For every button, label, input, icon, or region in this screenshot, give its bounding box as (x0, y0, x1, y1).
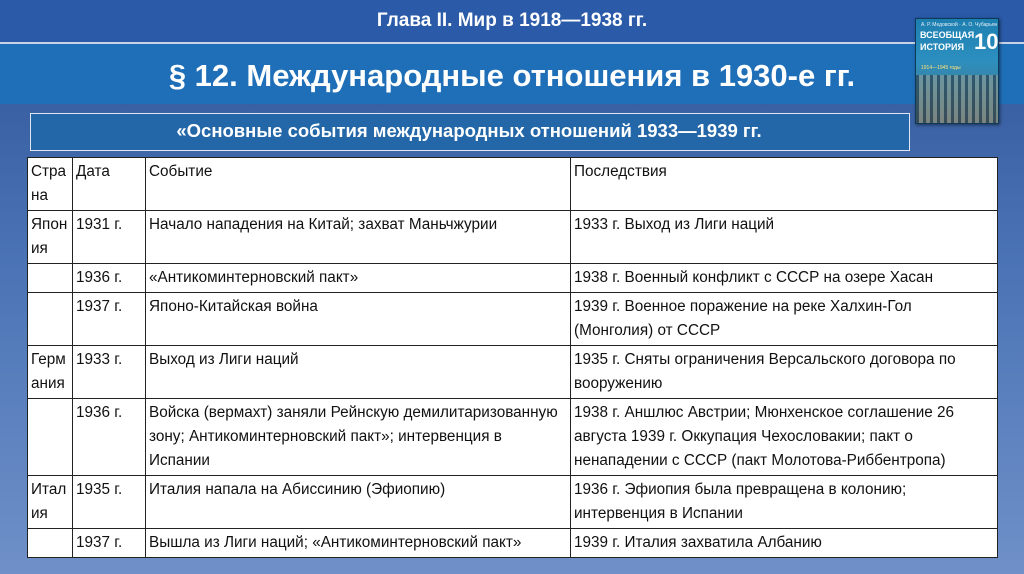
textbook-cover-image (915, 18, 999, 124)
cell-event: Начало нападения на Китай; захват Маньчжурии (146, 211, 571, 264)
table-row (28, 264, 998, 293)
chapter-title: Глава II. Мир в 1918—1938 гг. (376, 10, 648, 31)
table-subtitle: «Основные события международных отношений 1933—1939 гг. (176, 120, 762, 141)
cell-consequence: 1939 г. Италия захватила Албанию (571, 529, 998, 558)
book-authors: А. Р. Медовской · А. О. Чубарьян (921, 22, 998, 28)
table-header-row (28, 158, 998, 211)
cell-event: Вышла из Лиги наций; «Антикоминтерновский пакт» (146, 529, 571, 558)
table-row (28, 293, 998, 346)
cell-country (28, 293, 73, 346)
cell-event: Италия напала на Абиссинию (Эфиопию) (146, 476, 571, 529)
cell-country (28, 399, 73, 476)
book-years: 1914—1945 годы (921, 65, 961, 71)
cell-country: Италия (28, 476, 73, 529)
table-row (28, 211, 998, 264)
cell-event: «Антикоминтерновский пакт» (146, 264, 571, 293)
cell-country (28, 529, 73, 558)
table-row (28, 399, 998, 476)
cell-country: Германия (28, 346, 73, 399)
column-header-country: Страна (28, 158, 73, 211)
cell-date: 1937 г. (73, 293, 146, 346)
cell-consequence: 1933 г. Выход из Лиги наций (571, 211, 998, 264)
events-table (27, 157, 998, 558)
section-title: § 12. Международные отношения в 1930-е гг. (168, 58, 856, 93)
cell-consequence: 1936 г. Эфиопия была превращена в колонию; интервенция в Испании (571, 476, 998, 529)
cell-date: 1933 г. (73, 346, 146, 399)
table-row (28, 346, 998, 399)
cell-event: Японо-Китайская война (146, 293, 571, 346)
cell-date: 1936 г. (73, 264, 146, 293)
cell-date: 1935 г. (73, 476, 146, 529)
cell-date: 1936 г. (73, 399, 146, 476)
cell-consequence: 1935 г. Сняты ограничения Версальского договора по вооружению (571, 346, 998, 399)
cell-date: 1937 г. (73, 529, 146, 558)
cell-country: Япония (28, 211, 73, 264)
table-row (28, 529, 998, 558)
book-cover-illustration (916, 75, 998, 123)
table-row (28, 476, 998, 529)
column-header-date: Дата (73, 158, 146, 211)
cell-event: Выход из Лиги наций (146, 346, 571, 399)
column-header-consequences: Последствия (571, 158, 998, 211)
cell-consequence: 1939 г. Военное поражение на реке Халхин-Гол (Монголия) от СССР (571, 293, 998, 346)
column-header-event: Событие (146, 158, 571, 211)
book-title-line-2: ИСТОРИЯ (920, 42, 964, 52)
cell-consequence: 1938 г. Аншлюс Австрии; Мюнхенское соглашение 26 августа 1939 г. Оккупация Чехословакии; пакт о ненападении с СССР (пакт Молотова-Риббентропа) (571, 399, 998, 476)
book-grade: 10 (974, 29, 999, 54)
cell-event: Войска (вермахт) заняли Рейнскую демилитаризованную зону; Антикоминтерновский пакт»; интервенция в Испании (146, 399, 571, 476)
cell-consequence: 1938 г. Военный конфликт с СССР на озере Хасан (571, 264, 998, 293)
cell-date: 1931 г. (73, 211, 146, 264)
cell-country (28, 264, 73, 293)
book-title-line-1: ВСЕОБЩАЯ (920, 30, 975, 40)
